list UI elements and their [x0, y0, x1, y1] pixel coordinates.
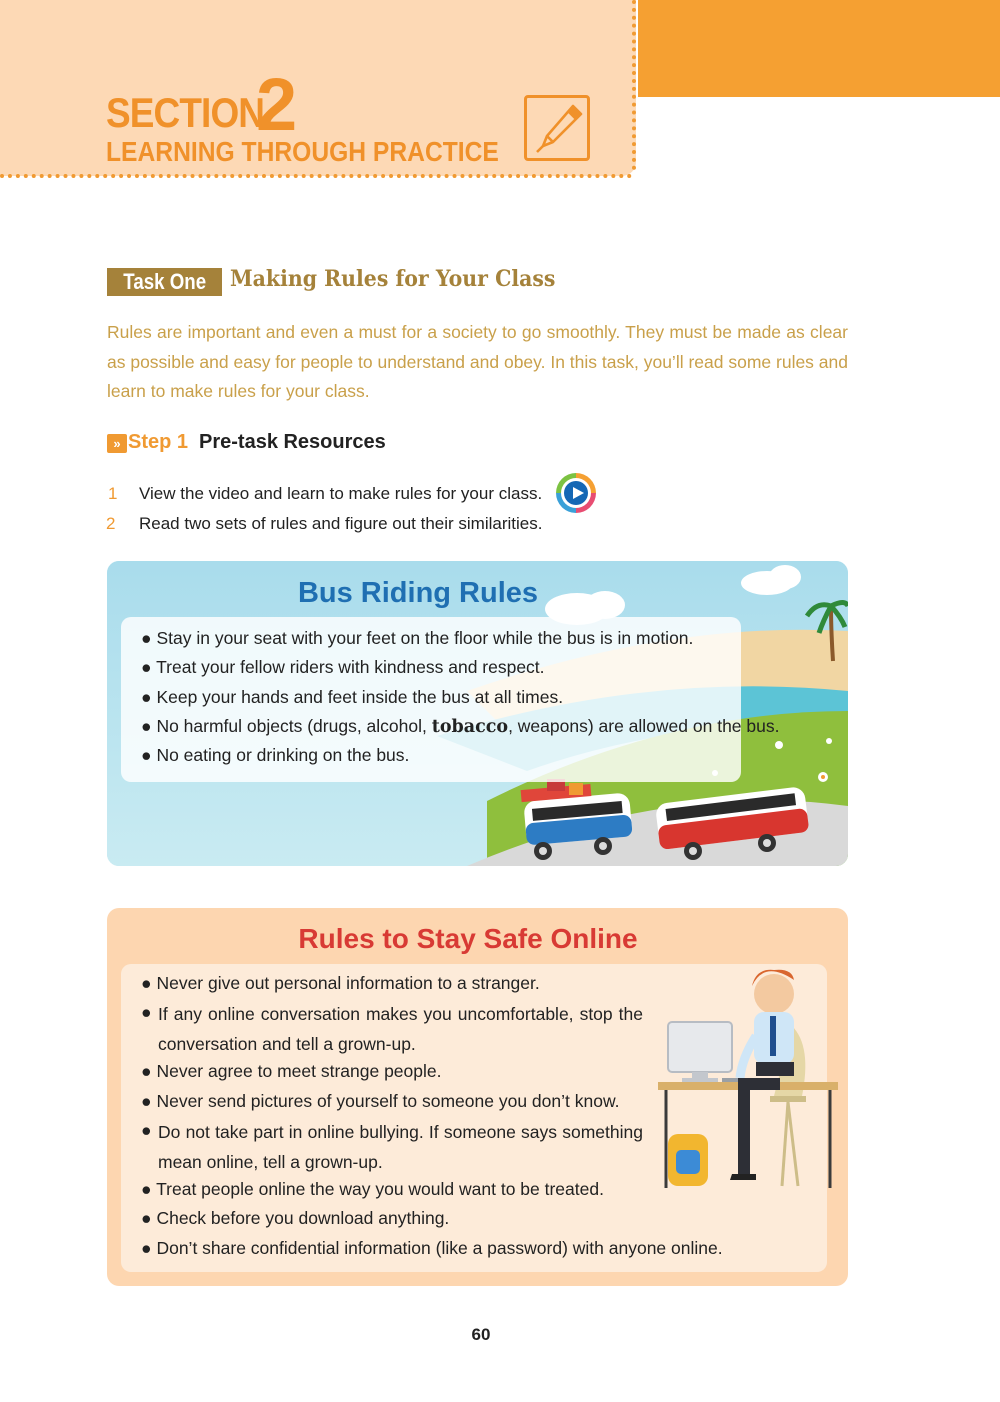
- bullet: ●: [141, 745, 152, 765]
- header-dotted-border-right: [632, 0, 636, 170]
- step-label: Step 1: [128, 431, 189, 453]
- online-rule-item: Do not take part in online bullying. If someone says something mean online, tell a grown-up.: [158, 1122, 643, 1172]
- bullet: ●: [141, 716, 152, 736]
- step-item-text: View the video and learn to make rules for your class.: [139, 484, 543, 503]
- online-rule-item: ● Treat people online the way you would want to be treated.: [141, 1179, 604, 1199]
- page-number: 60: [471, 1325, 491, 1344]
- step-item-number: 1: [108, 484, 118, 503]
- section-word: SECTION: [106, 89, 265, 136]
- play-triangle-icon: [573, 487, 584, 499]
- person-at-computer-illustration: [652, 966, 842, 1194]
- bus-rule-item: ● No harmful objects (drugs, alcohol, tobacco, weapons) are allowed on the bus.: [141, 716, 780, 737]
- step-title: Pre-task Resources: [199, 431, 386, 453]
- online-rule-item: ● Never send pictures of yourself to someone you don’t know.: [141, 1091, 620, 1111]
- bullet: ●: [141, 1002, 152, 1022]
- bus-rule-item: ● No eating or drinking on the bus.: [141, 745, 410, 765]
- online-rule-item: ● Check before you download anything.: [141, 1208, 450, 1228]
- online-rule-item: ● Never give out personal information to a stranger.: [141, 973, 540, 993]
- header-orange-bar: [638, 0, 1000, 97]
- bullet: ●: [141, 657, 152, 677]
- online-rules-title: Rules to Stay Safe Online: [298, 923, 638, 954]
- online-rule-item: ● Never agree to meet strange people.: [141, 1061, 442, 1081]
- task-title: Making Rules for Your Class: [230, 266, 556, 292]
- online-rule-item: If any online conversation makes you uncomfortable, stop the conversation and tell a grown-up.: [158, 1004, 643, 1054]
- header-dotted-border: [0, 174, 632, 178]
- step-arrow-icon: »: [107, 434, 127, 453]
- task-intro: Rules are important and even a must for a society to go smoothly. They must be made as clear as possible and easy for people to understand and obey. In this task, you’ll read some rules and learn to make rules for your class.: [107, 322, 848, 401]
- play-video-icon[interactable]: [556, 473, 596, 513]
- bus-rule-item: ● Keep your hands and feet inside the bus at all times.: [141, 687, 564, 707]
- bus-rule-item: ● Stay in your seat with your feet on the floor while the bus is in motion.: [141, 628, 694, 648]
- pen-icon: [524, 95, 590, 161]
- bullet: ●: [141, 687, 152, 707]
- step-item-text: Read two sets of rules and figure out their similarities.: [139, 514, 543, 533]
- section-number: 2: [256, 63, 298, 146]
- online-rule-item: ● Don’t share confidential information (like a password) with anyone online.: [141, 1238, 723, 1258]
- bus-rule-item: ● Treat your fellow riders with kindness and respect.: [141, 657, 545, 677]
- task-badge: Task One: [107, 268, 222, 296]
- step-item-number: 2: [106, 514, 116, 533]
- bullet: ●: [141, 628, 152, 648]
- bullet: ●: [141, 1120, 152, 1140]
- bus-rules-title: Bus Riding Rules: [297, 577, 539, 609]
- section-subtitle: LEARNING THROUGH PRACTICE: [106, 136, 499, 167]
